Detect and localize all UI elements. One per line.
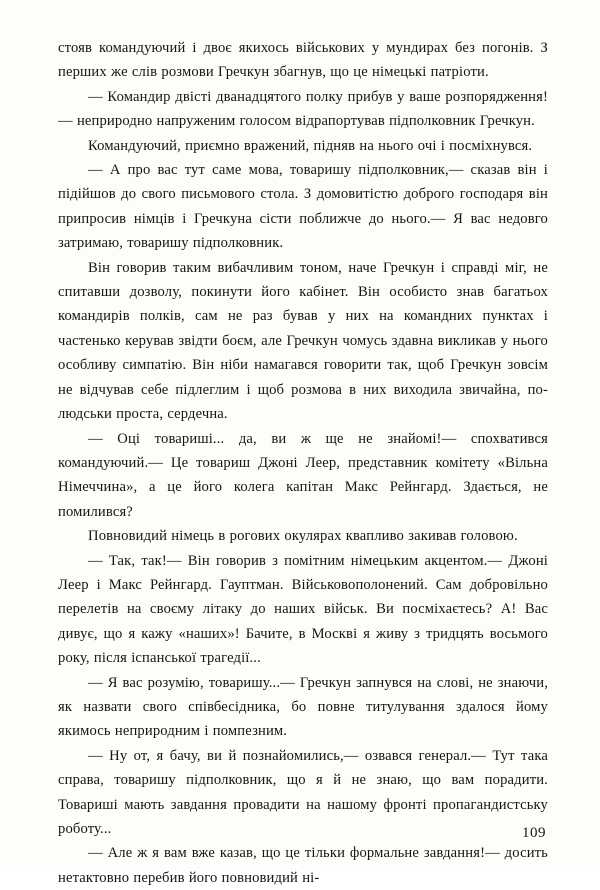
paragraph: — А про вас тут саме мова, товаришу підполковник,— сказав він і підійшов до свого письмового стола. З домовитістю доброго господаря він припросив німців і Гречкуна сісти поближче до нього.— Я вас недовго затримаю, товаришу підполковник. (58, 162, 548, 252)
page-text-body (58, 36, 548, 890)
paragraph: Повновидий німець в рогових окулярах квапливо закивав головою. (88, 528, 518, 545)
paragraph: — Я вас розумію, товаришу...— Гречкун запнувся на слові, не знаючи, як назвати свого співбесідника, бо повне титулування здалося йому якимось неприродним і помпезним. (58, 674, 548, 740)
paragraph: — Так, так!— Він говорив з помітним німецьким акцентом.— Джоні Леер і Макс Рейнгард. Гауптман. Військовополонений. Сам добровільно перелетів на своєму літаку до наших військ. Ви посміхаєтесь? А! Вас дивує, що я кажу «наших»! Бачите, в Москві я живу з тридцять восьмого року, після іспанської трагедії... (58, 552, 548, 667)
paragraph: — Ну от, я бачу, ви й познайомились,— озвався генерал.— Тут така справа, товаришу підполковник, що я й не знаю, що вам порадити. Товариші мають завдання провадити на нашому фронті пропагандистську роботу... (58, 747, 548, 837)
page-number: 109 (522, 825, 546, 841)
paragraph: Командуючий, приємно вражений, підняв на нього очі і посміхнувся. (88, 137, 533, 154)
paragraph: — Але ж я вам вже казав, що це тільки формальне завдання!— досить нетактовно перебив його повновидий ні- (58, 845, 548, 886)
paragraph: Він говорив таким вибачливим тоном, наче Гречкун і справді міг, не спитавши дозволу, покинути його кабінет. Він особисто знав багатьох командирів полків, сам не раз бував у них на командних пунктах і частенько керував звідти боєм, але Гречкун чомусь здавна викликав у нього особливу симпатію. Він ніби намагався говорити так, щоб Гречкун зовсім не відчував себе підлеглим і щоб розмова в них виходила звичайна, по-людськи проста, сердечна. (58, 259, 548, 423)
paragraph: — Командир двісті дванадцятого полку прибув у ваше розпорядження!— неприродно напруженим голосом відрапортував підполковник Гречкун. (58, 88, 548, 130)
paragraph: стояв командуючий і двоє якихось військових у мундирах без погонів. З перших же слів розмови Гречкун збагнув, що це німецькі патріоти. (58, 40, 548, 81)
paragraph: — Оці товариші... да, ви ж ще не знайомі!— спохватився командуючий.— Це товариш Джоні Леер, представник комітету «Вільна Німеччина», а це його колега капітан Макс Рейнгард. Здається, не помилився? (58, 430, 548, 520)
